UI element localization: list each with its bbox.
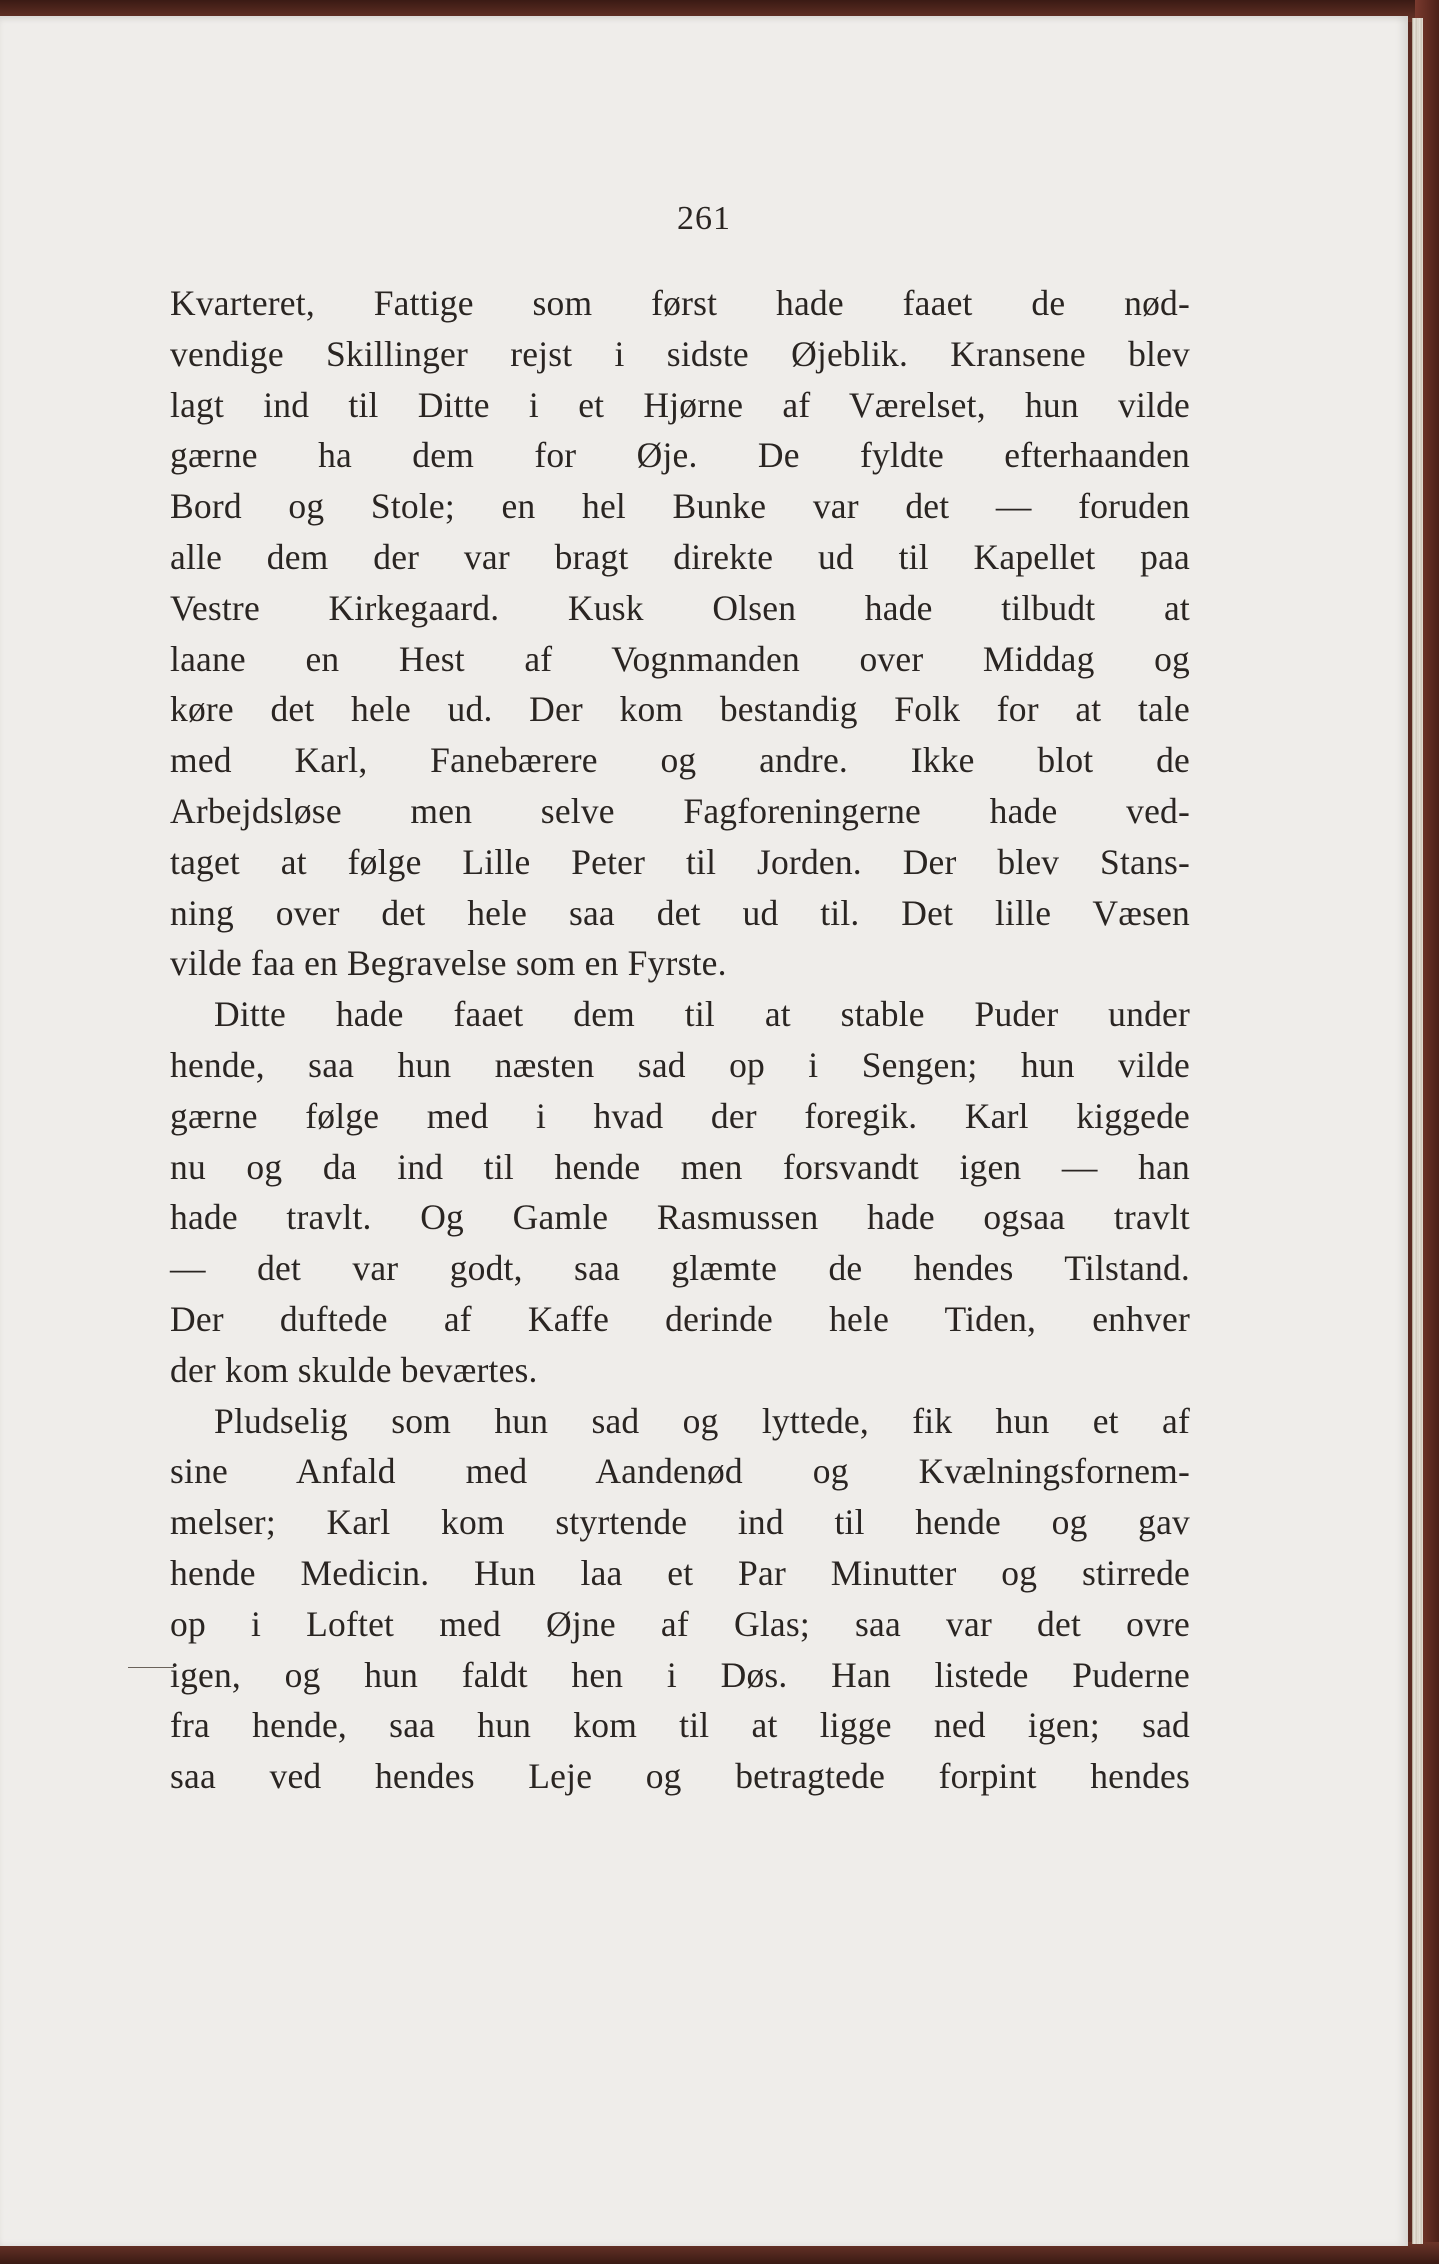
book-page: [0, 16, 1408, 2246]
text-line: lagt ind til Ditte i et Hjørne af Værelset, hun vilde: [170, 384, 1190, 425]
text-line: saa ved hendes Leje og betragtede forpint hendes: [170, 1756, 1190, 1797]
text-line: Arbejdsløse men selve Fagforeningerne hade ved-: [170, 790, 1190, 831]
page-edge: [1412, 18, 1423, 2244]
pencil-margin-mark: [128, 1667, 174, 1668]
text-line: laane en Hest af Vognmanden over Middag og: [170, 638, 1190, 679]
text-line: hade travlt. Og Gamle Rasmussen hade ogsaa travlt: [170, 1197, 1190, 1238]
text-line: hende Medicin. Hun laa et Par Minutter og stirrede: [170, 1552, 1190, 1593]
text-line: med Karl, Fanebærere og andre. Ikke blot de: [170, 740, 1190, 781]
text-line: nu og da ind til hende men forsvandt igen — han: [170, 1146, 1190, 1187]
body-text: [170, 278, 1190, 1802]
text-line: ning over det hele saa det ud til. Det lille Væsen: [170, 892, 1190, 933]
text-line: vendige Skillinger rejst i sidste Øjeblik. Kransene blev: [170, 333, 1190, 374]
text-line: alle dem der var bragt direkte ud til Kapellet paa: [170, 536, 1190, 577]
text-line: taget at følge Lille Peter til Jorden. Der blev Stans-: [170, 841, 1190, 882]
text-line: melser; Karl kom styrtende ind til hende og gav: [170, 1502, 1190, 1543]
text-line: der kom skulde beværtes.: [170, 1349, 538, 1390]
text-line: fra hende, saa hun kom til at ligge ned igen; sad: [170, 1705, 1190, 1746]
text-line: — det var godt, saa glæmte de hendes Tilstand.: [170, 1248, 1190, 1289]
text-line: Der duftede af Kaffe derinde hele Tiden, enhver: [170, 1298, 1190, 1339]
text-line: op i Loftet med Øjne af Glas; saa var det ovre: [170, 1603, 1190, 1644]
text-line: Bord og Stole; en hel Bunke var det — foruden: [170, 486, 1190, 527]
text-line: vilde faa en Begravelse som en Fyrste.: [170, 943, 727, 984]
text-line: gærne følge med i hvad der foregik. Karl kiggede: [170, 1095, 1190, 1136]
text-line: igen, og hun faldt hen i Døs. Han listede Puderne: [170, 1654, 1190, 1695]
text-line: Pludselig som hun sad og lyttede, fik hun et af: [214, 1400, 1190, 1441]
text-line: gærne ha dem for Øje. De fyldte efterhaanden: [170, 435, 1190, 476]
text-line: Ditte hade faaet dem til at stable Puder under: [214, 994, 1190, 1035]
text-line: køre det hele ud. Der kom bestandig Folk for at tale: [170, 689, 1190, 730]
page-number: 261: [677, 200, 731, 237]
text-line: Kvarteret, Fattige som først hade faaet de nød-: [170, 283, 1190, 323]
text-line: hende, saa hun næsten sad op i Sengen; hun vilde: [170, 1044, 1190, 1085]
text-line: Vestre Kirkegaard. Kusk Olsen hade tilbudt at: [170, 587, 1190, 628]
text-line: sine Anfald med Aandenød og Kvælningsfornem-: [170, 1451, 1190, 1492]
